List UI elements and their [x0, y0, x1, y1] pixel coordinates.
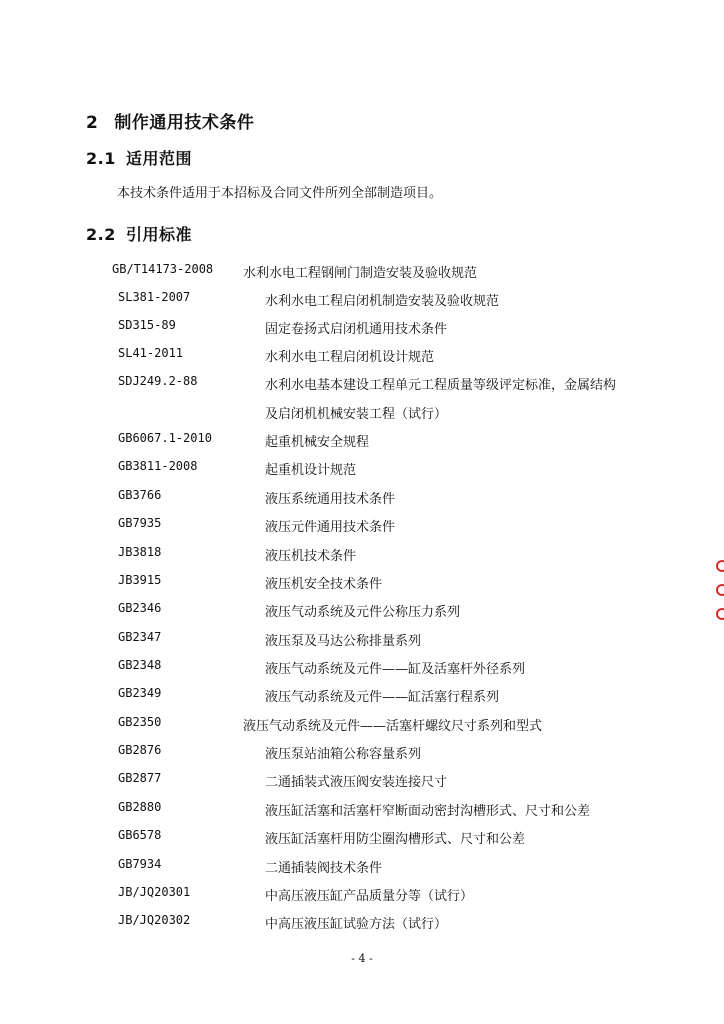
- standard-code: SL41-2011: [118, 346, 184, 360]
- stamp-mark: [716, 584, 724, 596]
- standard-code: GB3766: [118, 488, 162, 502]
- subsection-heading-scope: [86, 146, 192, 169]
- standard-title: 液压缸活塞杆用防尘圈沟槽形式、尺寸和公差: [265, 832, 526, 847]
- standard-title: 液压气动系统及元件——缸及活塞杆外径系列: [265, 662, 526, 677]
- standard-title: 起重机设计规范: [265, 463, 357, 478]
- standard-title: 水利水电工程启闭机设计规范: [265, 350, 435, 365]
- standard-title: 液压气动系统及元件——缸活塞行程系列: [265, 690, 500, 705]
- standard-title: 中高压液压缸试验方法（试行）: [265, 917, 448, 932]
- standard-code: JB3818: [118, 545, 162, 559]
- standard-code: GB2348: [118, 658, 162, 672]
- standard-title: 液压元件通用技术条件: [265, 520, 396, 535]
- subsection-title: 适用范围: [126, 149, 193, 168]
- standard-title: 液压气动系统及元件——活塞杆螺纹尺寸系列和型式: [243, 719, 543, 734]
- stamp-mark: [716, 608, 724, 620]
- standard-code: GB6578: [118, 828, 162, 842]
- stamp-mark: [716, 560, 724, 572]
- standard-code: GB2350: [118, 715, 162, 729]
- standard-title: 及启闭机机械安装工程（试行）: [265, 407, 448, 422]
- standard-code: GB2877: [118, 771, 162, 785]
- section-heading: [86, 108, 254, 133]
- standard-code: GB2880: [118, 800, 162, 814]
- standard-title: 液压泵及马达公称排量系列: [265, 634, 422, 649]
- standard-code: GB7935: [118, 516, 162, 530]
- standard-title: 液压机安全技术条件: [265, 577, 383, 592]
- subsection-number: 2.2: [86, 225, 116, 244]
- standard-code: GB2347: [118, 630, 162, 644]
- page-number: - 4 -: [351, 952, 373, 965]
- standard-code: GB2876: [118, 743, 162, 757]
- standard-title: 液压气动系统及元件公称压力系列: [265, 605, 461, 620]
- standard-title: 水利水电基本建设工程单元工程质量等级评定标准，金属结构: [265, 378, 617, 393]
- standard-title: 液压泵站油箱公称容量系列: [265, 747, 422, 762]
- section-title: 制作通用技术条件: [114, 113, 255, 133]
- standard-code: SD315-89: [118, 318, 176, 332]
- standard-code: GB7934: [118, 857, 162, 871]
- standard-code: SDJ249.2-88: [118, 374, 198, 388]
- standard-title: 固定卷扬式启闭机通用技术条件: [265, 322, 448, 337]
- standard-title: 液压机技术条件: [265, 549, 357, 564]
- standard-code: JB/JQ20301: [118, 885, 191, 899]
- standard-code: GB6067.1-2010: [118, 431, 212, 445]
- standard-title: 水利水电工程钢闸门制造安装及验收规范: [243, 266, 478, 281]
- standard-code: GB/T14173-2008: [112, 262, 214, 276]
- scope-paragraph: 本技术条件适用于本招标及合同文件所列全部制造项目。: [117, 186, 443, 201]
- seal-stamp-edge: [712, 550, 724, 650]
- standard-title: 二通插装阀技术条件: [265, 861, 383, 876]
- standard-title: 二通插装式液压阀安装连接尺寸: [265, 775, 448, 790]
- standard-title: 液压系统通用技术条件: [265, 492, 396, 507]
- subsection-title: 引用标准: [126, 225, 193, 244]
- section-number: 2: [86, 113, 99, 133]
- standard-code: JB3915: [118, 573, 162, 587]
- standard-title: 起重机械安全规程: [265, 435, 370, 450]
- standard-code: SL381-2007: [118, 290, 191, 304]
- standard-code: GB3811-2008: [118, 459, 198, 473]
- standard-code: GB2346: [118, 601, 162, 615]
- standard-code: GB2349: [118, 686, 162, 700]
- standard-title: 水利水电工程启闭机制造安装及验收规范: [265, 294, 500, 309]
- standard-code: JB/JQ20302: [118, 913, 191, 927]
- standard-title: 中高压液压缸产品质量分等（试行）: [265, 889, 474, 904]
- subsection-number: 2.1: [86, 149, 116, 168]
- standard-title: 液压缸活塞和活塞杆窄断面动密封沟槽形式、尺寸和公差: [265, 804, 591, 819]
- subsection-heading-standards: [86, 222, 192, 245]
